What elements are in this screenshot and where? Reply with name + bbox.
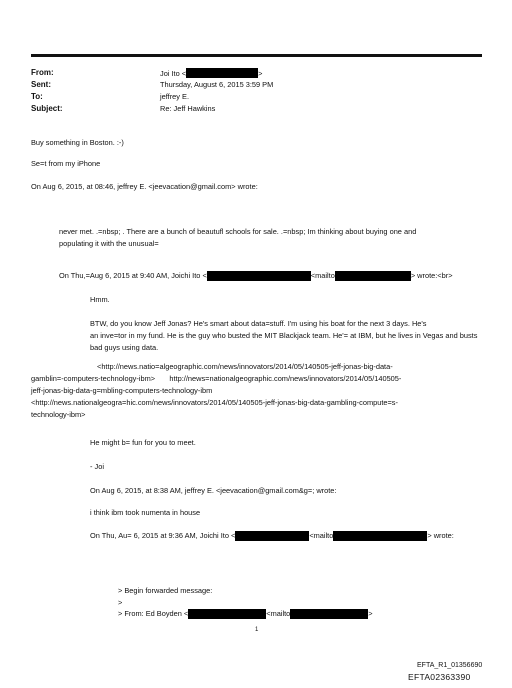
footer-ref-2: EFTA02363390	[408, 672, 471, 682]
forwarded-line-2: >	[118, 598, 123, 607]
from-name: Joi Ito <	[160, 68, 187, 78]
sent-value: Thursday, August 6, 2015 3:59 PM	[160, 80, 274, 89]
sent-label: Sent:	[31, 80, 51, 89]
redaction-box	[188, 609, 266, 619]
page-number: 1	[255, 627, 259, 633]
subject-value: Re: Jeff Hawkins	[160, 104, 216, 113]
link-line-5: technology-ibm>	[31, 410, 86, 419]
quote-header-text: On Thu, Au= 6, 2015 at 9:36 AM, Joichi Ito <	[90, 531, 236, 541]
quote-header-thu-940	[59, 270, 453, 282]
might-line: He might b= fun for you to meet.	[90, 438, 196, 447]
quote-header-thu-936	[90, 530, 454, 542]
forwarded-line-1: > Begin forwarded message:	[118, 586, 213, 595]
subject-label: Subject:	[31, 104, 63, 113]
btw-line-2: an inve=tor in my fund. He is the guy who busted the MIT Blackjack team. He'= at IBM, but he lives in Vegas and busts	[90, 331, 478, 340]
mailto-text: <mailto	[266, 609, 291, 619]
body-line-quote-header: On Aug 6, 2015, at 08:46, jeffrey E. <jeevacation@gmail.com> wrote:	[31, 182, 258, 191]
footer-ref-1: EFTA_R1_01356690	[417, 662, 483, 669]
wrote-text: > wrote:<br>	[410, 271, 453, 281]
quote-header-text: On Thu,=Aug 6, 2015 at 9:40 AM, Joichi Ito <	[59, 271, 207, 281]
to-value: jeffrey E.	[160, 92, 190, 101]
numenta-line: i think ibm took numenta in house	[90, 508, 201, 517]
link-line-1: <http://news.natio=algeographic.com/news/innovators/2014/05/140505-jeff-jonas-big-data-	[97, 362, 393, 371]
header-rule	[31, 54, 482, 57]
redaction-box	[235, 531, 309, 541]
link-line-4: <http://news.nationalgeogra=hic.com/news/innovators/2014/05/140505-jeff-jonas-big-data-gambling-compute=s-	[31, 398, 398, 407]
from-suffix: >	[258, 68, 263, 78]
from-label: From:	[31, 68, 54, 77]
mailto-text: <mailto	[310, 271, 335, 281]
forwarded-suffix: >	[368, 609, 373, 619]
forwarded-from-text: > From: Ed Boyden <	[118, 609, 189, 619]
btw-line-3: bad guys using data.	[90, 343, 159, 352]
body-line-boston: Buy something in Boston. :-)	[31, 138, 124, 147]
hmm-line: Hmm.	[90, 295, 110, 304]
redaction-box	[186, 68, 258, 78]
mailto-text: <mailto	[309, 531, 334, 541]
from-value	[160, 68, 262, 78]
para-schools-2: populating it with the unusual=	[59, 239, 159, 248]
body-line-iphone: Se=t from my iPhone	[31, 159, 101, 168]
to-label: To:	[31, 92, 43, 101]
redaction-box	[207, 271, 311, 281]
link-line-2: gamblin=-computers-technology-ibm> http://news=nationalgeographic.com/news/innovators/2014/05/140505-	[31, 374, 402, 383]
wrote-text: > wrote:	[427, 531, 454, 541]
link-line-3: jeff-jonas-big-data-g=mbling-computers-technology-ibm	[31, 386, 213, 395]
redaction-box	[290, 609, 368, 619]
redaction-box	[333, 531, 427, 541]
para-schools-1: never met. .=nbsp; . There are a bunch of beautufl schools for sale. .=nbsp; Im thinking about buying one and	[59, 227, 417, 236]
btw-line-1: BTW, do you know Jeff Jonas? He's smart about data=stuff. I'm using his boat for the next 3 days. He's	[90, 319, 427, 328]
quote-header-aug6-838: On Aug 6, 2015, at 8:38 AM, jeffrey E. <jeevacation@gmail.com&g=; wrote:	[90, 486, 337, 495]
forwarded-from-line	[118, 608, 373, 620]
redaction-box	[335, 271, 411, 281]
signature-joi: - Joi	[90, 462, 104, 471]
